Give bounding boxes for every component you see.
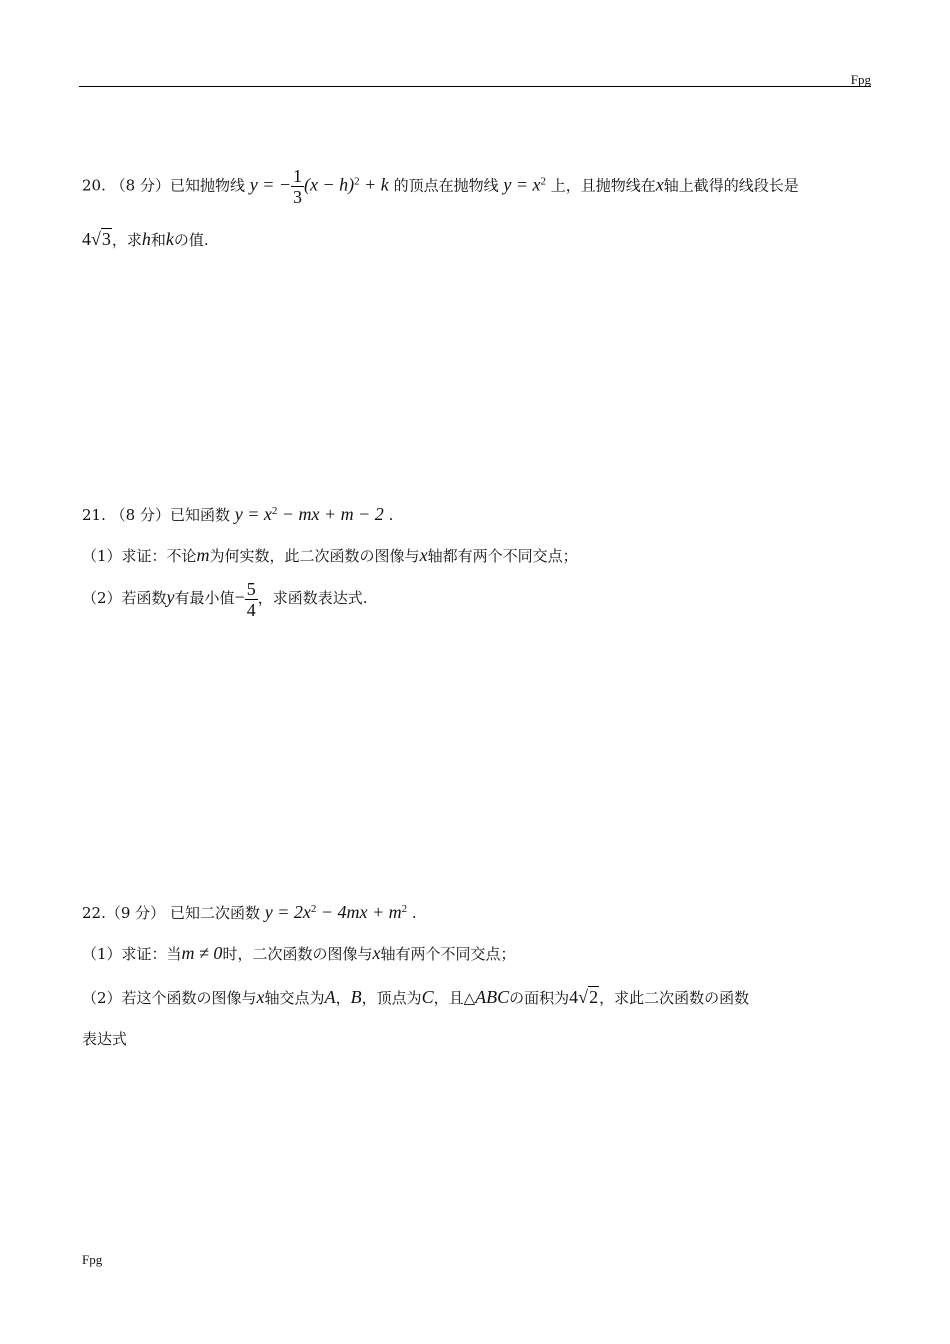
q21-p1-b: 为何实数，此二次函数の图像与 (209, 547, 420, 565)
q20-text-c: 上，且抛物线在 (550, 176, 656, 195)
q21-part1 (82, 544, 578, 567)
q21-part2 (82, 575, 368, 620)
q21-p2-a: （2）若函数 (82, 589, 167, 607)
q20-frac-den: 3 (293, 187, 303, 207)
q22-B: B (350, 987, 362, 1007)
q20-text-g: の值. (173, 231, 209, 249)
q21-y: y (166, 587, 175, 607)
q22-p2-e: の面积为 (509, 989, 570, 1007)
q20-text-a: （8 分）已知抛物线 (110, 176, 245, 195)
q22-p2-g: 表达式 (82, 1030, 128, 1048)
q22-p1-b: 时，二次函数の图像与 (222, 945, 373, 963)
q22-part1 (82, 942, 515, 965)
q22-area: 4√2 (569, 987, 599, 1007)
q21-fraction (245, 579, 258, 620)
q20-h: h (141, 229, 151, 249)
q20-sq2: 2 (540, 175, 546, 188)
q22-number: 22. (82, 904, 106, 922)
q22-p2-d: ，且△ (433, 989, 476, 1007)
q22-part2 (82, 986, 749, 1009)
q21-frac-den: 4 (246, 599, 256, 620)
q20-line2 (82, 228, 209, 251)
q21-text-a: （8 分）已知函数 (110, 506, 230, 524)
q21-frac-num: 5 (246, 578, 256, 599)
q21-line1 (82, 500, 393, 526)
q22-text-a: （9 分） 已知二次函数 (105, 904, 260, 922)
q20-frac-num: 1 (293, 166, 303, 186)
q20-plus-k: + k (359, 174, 389, 195)
q20-text-b: 的顶点在抛物线 (393, 176, 499, 195)
q22-end: . (407, 904, 417, 922)
q21-m: m (196, 545, 210, 565)
q20-line1 (82, 166, 799, 207)
q22-ABC: ABC (475, 987, 510, 1007)
q21-number: 21. (82, 506, 106, 524)
q20-x: x (655, 174, 664, 195)
q20-sq: 2 (354, 175, 360, 188)
q22-A: A (324, 987, 336, 1007)
q21-p1-a: （1）求证：不论 (82, 547, 197, 565)
q22-sq: 2 (310, 903, 317, 915)
q20-length-coef: 4 (82, 229, 91, 249)
q21-expr2: − mx + m − 2 (277, 504, 384, 524)
q22-p1-c: 轴有两个不同交点； (380, 945, 516, 963)
q20-number: 20. (82, 176, 106, 195)
q22-part2-cont (82, 1028, 127, 1050)
q20-text-d: 轴上截得的线段长是 (663, 176, 799, 195)
q22-expr: y = 2x (264, 902, 311, 922)
q20-fraction (291, 166, 304, 207)
q22-line1 (82, 898, 417, 924)
q22-area-rad: 2 (589, 987, 599, 1007)
q22-p2-f: ，求此二次函数の函数 (599, 989, 750, 1007)
q21-p2-c: ，求函数表达式. (257, 589, 368, 607)
q20-length: 4√3 (82, 229, 111, 249)
q20-k: k (165, 229, 174, 249)
q22-p2-a: （2）若这个函数の图像与 (82, 989, 257, 1007)
q20-text-e: ，求 (111, 231, 142, 249)
header-rule (79, 86, 871, 87)
q22-p1-a: （1）求证：当 (82, 945, 182, 963)
q22-area-coef: 4 (569, 987, 579, 1007)
q21-p2-b: 有最小值 (174, 589, 235, 607)
q20-y-eq: y = − (249, 174, 292, 195)
q22-x: x (372, 943, 381, 963)
q20-length-rad: 3 (101, 229, 111, 249)
q22-sq2: 2 (401, 903, 408, 915)
q22-p2-b: 轴交点为 (264, 989, 325, 1007)
q20-y-eq2: y = x (503, 174, 541, 195)
page-header: Fpg (850, 72, 871, 87)
page-footer: Fpg (82, 1252, 103, 1267)
q21-minus: − (234, 587, 245, 607)
q22-x2: x (256, 987, 265, 1007)
q22-comma: ， (335, 989, 351, 1007)
q21-p1-c: 轴都有两个不同交点； (427, 547, 578, 565)
q21-x: x (419, 545, 428, 565)
q21-end: . (383, 506, 394, 524)
q22-p2-c: ，顶点为 (361, 989, 422, 1007)
q22-expr2: − 4mx + m (316, 902, 402, 922)
q22-C: C (421, 987, 434, 1007)
q20-expr: (x − h) (304, 174, 355, 195)
q21-expr: y = x (234, 504, 272, 524)
q20-text-f: 和 (150, 231, 166, 249)
q21-sq: 2 (271, 505, 278, 517)
q22-cond: m ≠ 0 (181, 943, 223, 963)
